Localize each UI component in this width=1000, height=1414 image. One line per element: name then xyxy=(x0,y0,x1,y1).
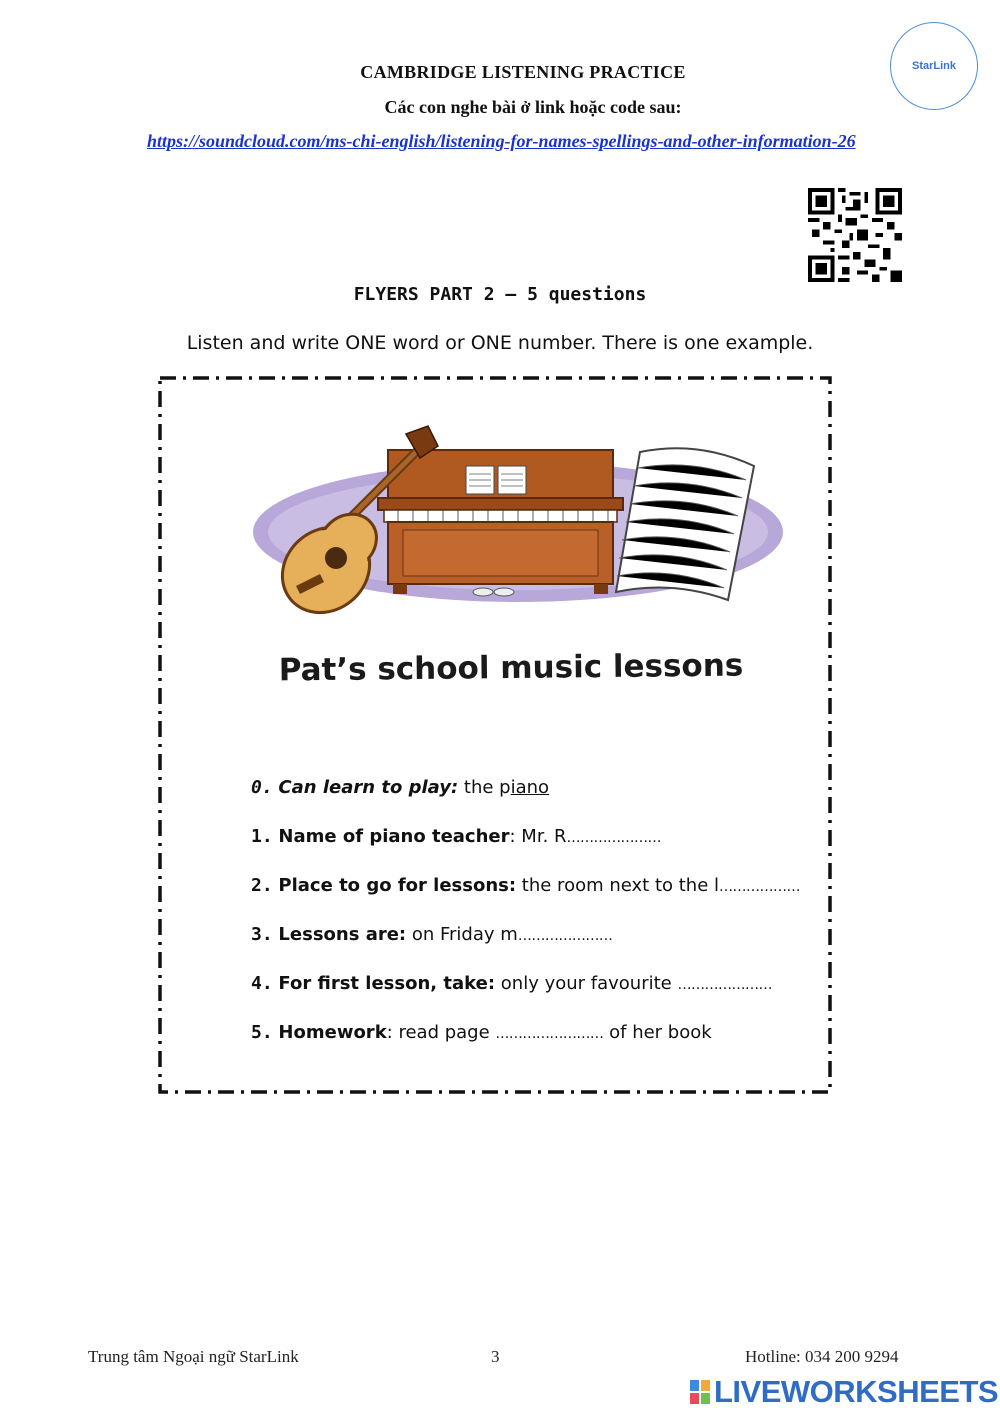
question-label: Homework xyxy=(278,1022,387,1043)
question-suffix: of her book xyxy=(603,1022,712,1043)
liveworksheets-blocks-icon xyxy=(690,1380,710,1404)
question-1 xyxy=(251,826,661,847)
example-answer: iano xyxy=(510,777,550,798)
sheet-music-icon xyxy=(616,448,754,600)
page-number: 3 xyxy=(491,1347,500,1366)
question-number: 5. xyxy=(251,1022,273,1043)
question-text: only your favourite xyxy=(495,973,678,994)
soundcloud-link[interactable]: https://soundcloud.com/ms-chi-english/listening-for-names-spellings-and-other-information-26 xyxy=(147,131,856,151)
liveworksheets-text: LIVEWORKSHEETS xyxy=(714,1374,999,1409)
header-subtitle: Các con nghe bài ở link hoặc code sau: xyxy=(384,97,682,117)
question-text: on Friday m xyxy=(406,924,518,945)
piano-icon xyxy=(378,450,623,596)
footer-center-name: Trung tâm Ngoại ngữ StarLink xyxy=(88,1347,299,1366)
question-number: 2. xyxy=(251,875,273,896)
worksheet-title: Pat’s school music lessons xyxy=(278,647,744,689)
question-4 xyxy=(251,973,772,994)
example-prefix: the p xyxy=(463,777,511,798)
header-title: CAMBRIDGE LISTENING PRACTICE xyxy=(360,62,686,82)
question-text: : Mr. R xyxy=(509,826,567,847)
question-label: Can learn to play: xyxy=(278,777,459,798)
answer-blank[interactable]: ………………… xyxy=(677,977,772,993)
qr-code[interactable] xyxy=(808,188,902,282)
logo-text: StarLink xyxy=(911,60,956,72)
instruction-text: Listen and write ONE word or ONE number. There is one example. xyxy=(186,332,814,354)
question-text: : read page xyxy=(386,1022,496,1043)
question-number: 3. xyxy=(251,924,273,945)
question-number: 4. xyxy=(251,973,273,994)
question-label: For first lesson, take: xyxy=(278,973,496,994)
music-instruments-illustration xyxy=(228,420,788,630)
question-number: 1. xyxy=(251,826,273,847)
question-label: Lessons are: xyxy=(278,924,407,945)
part-title: FLYERS PART 2 – 5 questions xyxy=(353,284,647,305)
answer-blank[interactable]: ……………… xyxy=(719,879,800,895)
footer-hotline: Hotline: 034 200 9294 xyxy=(745,1347,899,1366)
question-3 xyxy=(251,924,612,945)
liveworksheets-logo[interactable] xyxy=(690,1374,998,1410)
question-text: the room next to the l xyxy=(516,875,719,896)
question-label: Name of piano teacher xyxy=(278,826,510,847)
question-2 xyxy=(251,875,800,896)
question-label: Place to go for lessons: xyxy=(278,875,517,896)
answer-blank[interactable]: …………………… xyxy=(495,1026,604,1042)
starlink-logo xyxy=(890,22,978,110)
question-number: 0. xyxy=(251,777,273,798)
answer-blank[interactable]: ………………… xyxy=(566,830,662,846)
question-0 xyxy=(251,777,549,798)
answer-blank[interactable]: ………………… xyxy=(517,928,613,944)
question-5 xyxy=(251,1022,712,1043)
